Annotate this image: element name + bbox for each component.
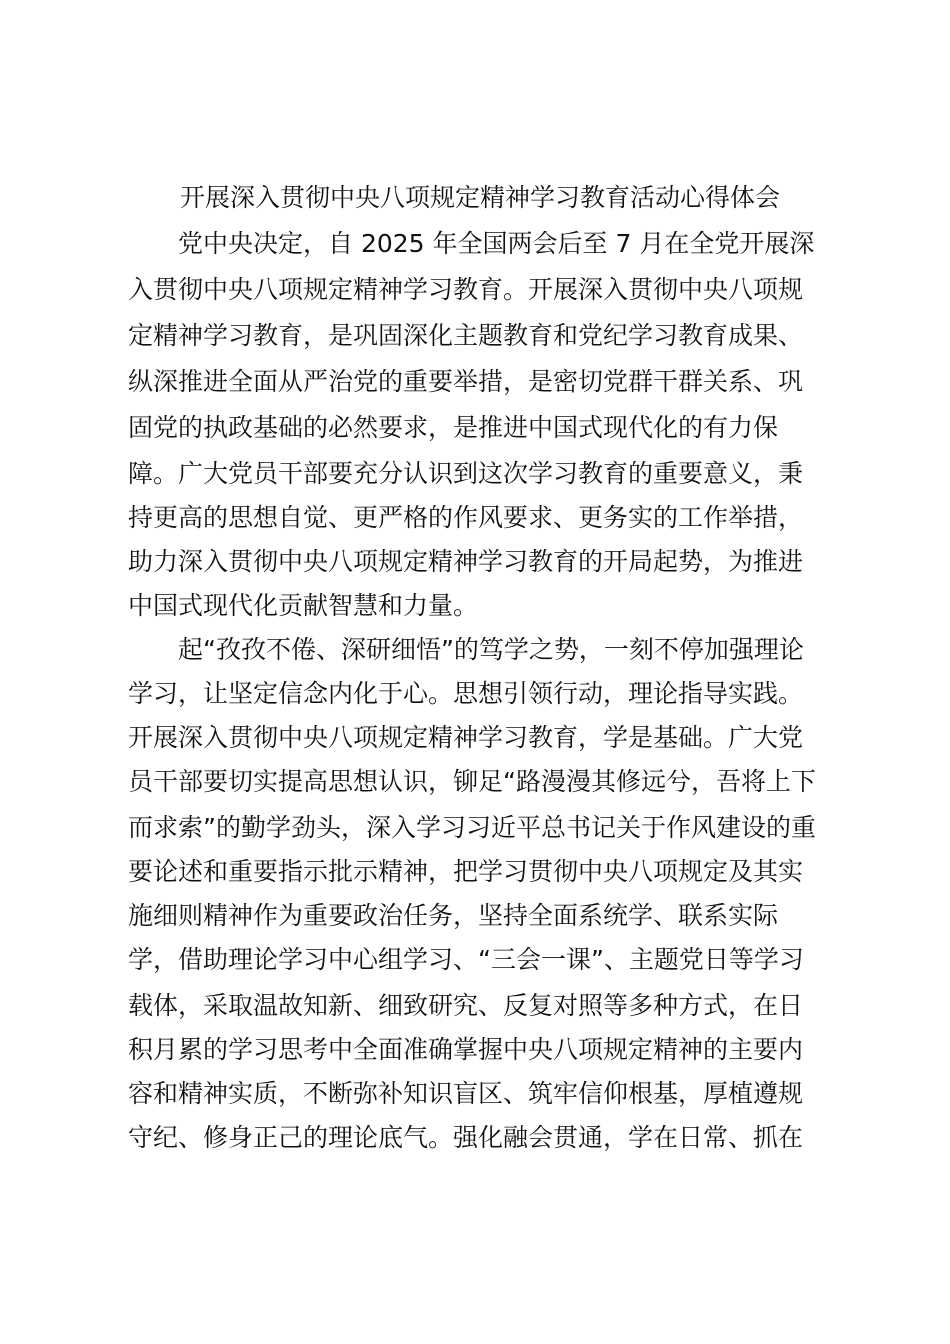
paragraph-1-line-3: 定精神学习教育，是巩固深化主题教育和党纪学习教育成果、	[128, 321, 804, 350]
paragraph-2-line-7: 施细则精神作为重要政治任务，坚持全面系统学、联系实际	[128, 901, 779, 930]
paragraph-2-line-9: 载体，采取温故知新、细致研究、反复对照等多种方式，在日	[128, 991, 804, 1020]
paragraph-1-line-9: 中国式现代化贡献智慧和力量。	[128, 591, 479, 620]
paragraph-2-line-3: 开展深入贯彻中央八项规定精神学习教育，学是基础。广大党	[128, 723, 804, 752]
paragraph-1-line-6: 障。广大党员干部要充分认识到这次学习教育的重要意义，秉	[128, 459, 804, 488]
paragraph-2-line-5: 而求索”的勤学劲头，深入学习习近平总书记关于作风建设的重	[128, 813, 816, 842]
paragraph-2-line-6: 要论述和重要指示批示精神，把学习贯彻中央八项规定及其实	[128, 857, 804, 886]
paragraph-2-line-11: 容和精神实质，不断弥补知识盲区、筑牢信仰根基，厚植遵规	[128, 1079, 804, 1108]
paragraph-2-line-1: 起“孜孜不倦、深研细悟”的笃学之势，一刻不停加强理论	[178, 635, 804, 664]
paragraph-2-line-8: 学，借助理论学习中心组学习、“三会一课”、主题党日等学习	[128, 945, 804, 974]
paragraph-1-line-4: 纵深推进全面从严治党的重要举措，是密切党群干群关系、巩	[128, 367, 804, 396]
document-title: 开展深入贯彻中央八项规定精神学习教育活动心得体会	[179, 183, 780, 212]
paragraph-2-line-10: 积月累的学习思考中全面准确掌握中央八项规定精神的主要内	[128, 1035, 804, 1064]
paragraph-2-line-4: 员干部要切实提高思想认识，铆足“路漫漫其修远兮，吾将上下	[128, 767, 816, 796]
paragraph-1-line-5: 固党的执政基础的必然要求，是推进中国式现代化的有力保	[128, 413, 779, 442]
paragraph-1-line-1: 党中央决定，自 2025 年全国两会后至 7 月在全党开展深	[178, 229, 815, 258]
paragraph-2-line-12: 守纪、修身正己的理论底气。强化融会贯通，学在日常、抓在	[128, 1123, 804, 1152]
paragraph-1-line-2: 入贯彻中央八项规定精神学习教育。开展深入贯彻中央八项规	[128, 275, 804, 304]
paragraph-1-line-7: 持更高的思想自觉、更严格的作风要求、更务实的工作举措，	[128, 503, 804, 532]
paragraph-2-line-2: 学习，让坚定信念内化于心。思想引领行动，理论指导实践。	[128, 679, 804, 708]
paragraph-1-line-8: 助力深入贯彻中央八项规定精神学习教育的开局起势，为推进	[128, 547, 804, 576]
